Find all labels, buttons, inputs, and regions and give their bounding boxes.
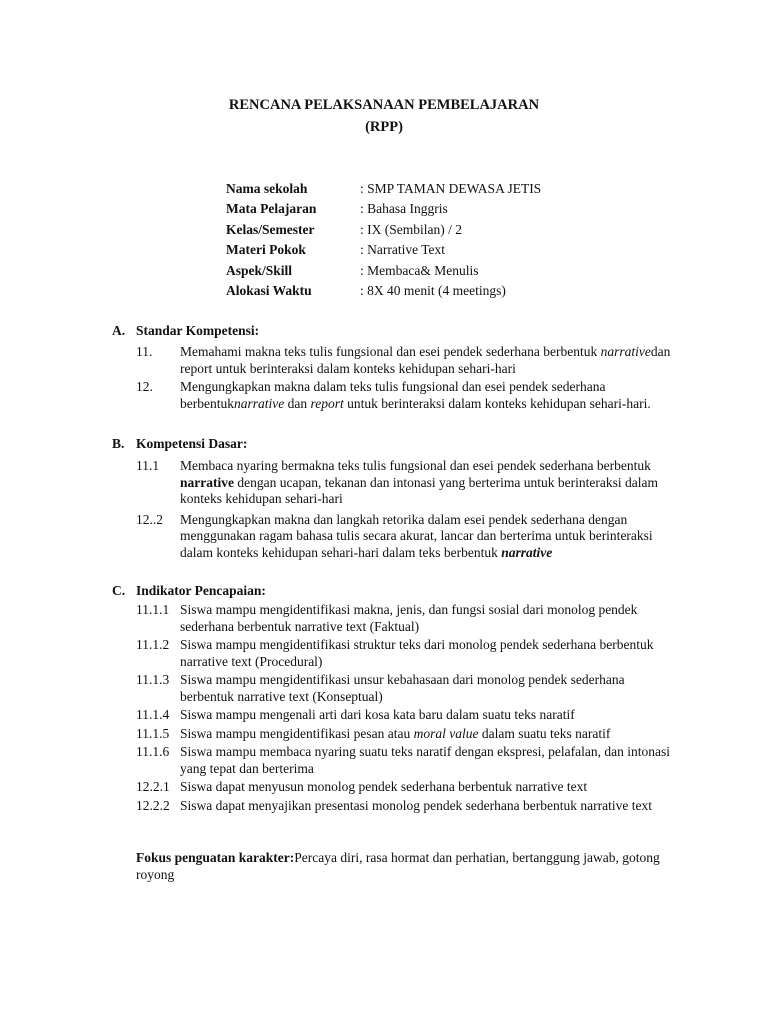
item-number: 12. (136, 379, 153, 394)
item-number: 11.1.5 (136, 725, 170, 741)
info-table (226, 181, 541, 303)
info-row-skill (226, 263, 541, 283)
list-item (112, 672, 682, 705)
list-item (112, 779, 682, 796)
item-number: 11.1.4 (136, 707, 170, 722)
item-text: Siswa dapat menyusun monolog pendek sederhana berbentuk narrative text (180, 779, 588, 794)
section-title: Standar Kompetensi: (136, 323, 260, 338)
item-text: Siswa mampu mengidentifikasi unsur kebahasaan dari monolog pendek sederhana berbentuk narrative text (Konseptual) (180, 672, 625, 704)
item-text: Siswa mampu mengidentifikasi makna, jenis, dan fungsi sosial dari monolog pendek sederhana berbentuk narrative text (Faktual) (180, 602, 638, 634)
text-run: dan (284, 395, 311, 411)
list-item (112, 602, 682, 635)
info-value: : SMP TAMAN DEWASA JETIS (360, 181, 542, 196)
text-run: dengan ucapan, tekanan dan intonasi yang berterima untuk berinteraksi dalam konteks kehidupan sehari-hari (180, 474, 658, 506)
info-label: Materi Pokok (226, 242, 306, 258)
focus-label: Fokus penguatan karakter: (136, 850, 295, 865)
info-value: : Membaca& Menulis (360, 262, 479, 278)
italic-term: narrative (233, 395, 285, 411)
section-heading (112, 323, 682, 340)
info-row-topic (226, 242, 541, 262)
document-title: RENCANA PELAKSANAAN PEMBELAJARAN (228, 97, 540, 113)
document-subtitle: (RPP) (365, 119, 403, 135)
section-indikator-pencapaian (112, 583, 682, 814)
info-value: : 8X 40 menit (4 meetings) (360, 282, 506, 298)
item-text: Siswa mampu membaca nyaring suatu teks naratif dengan ekspresi, pelafalan, dan intonasi yang tepat dan berterima (180, 744, 670, 776)
info-label: Kelas/Semester (226, 221, 315, 237)
text-run: Siswa mampu mengidentifikasi pesan atau (180, 725, 414, 741)
italic-term: narrative (600, 344, 651, 359)
section-title: Kompetensi Dasar: (136, 436, 248, 451)
text-run: dan report untuk berinteraksi dalam konteks kehidupan sehari-hari (180, 344, 671, 376)
item-number: 11. (136, 344, 153, 359)
section-heading (112, 583, 682, 600)
item-text (180, 458, 680, 508)
info-row-subject (226, 201, 541, 221)
info-value: : IX (Sembilan) / 2 (360, 221, 462, 237)
text-run: Membaca nyaring bermakna teks tulis fungsional dan esei pendek sederhana berbentuk (180, 458, 651, 473)
item-number: 11.1.6 (136, 744, 170, 759)
info-row-class (226, 222, 541, 242)
item-number: 11.1.2 (136, 637, 170, 652)
list-item (112, 798, 682, 815)
item-text: Siswa mampu mengidentifikasi struktur teks dari monolog pendek sederhana berbentuk narrative text (Procedural) (180, 637, 654, 669)
section-kompetensi-dasar (112, 436, 682, 561)
info-value: : Bahasa Inggris (360, 201, 448, 217)
text-run: untuk berinteraksi dalam konteks kehidupan sehari-hari. (343, 395, 651, 411)
focus-text: Percaya diri, rasa hormat dan perhatian, bertanggung jawab, gotong royong (136, 850, 660, 882)
info-value: : Narrative Text (360, 242, 446, 258)
text-run: Mengungkapkan makna dan langkah retorika dalam esei pendek sederhana dengan menggunakan ragam bahasa tulis secara akurat, lancar dan berterima untuk berinteraksi dalam konteks kehidupan sehari-hari dalam teks berbentuk (180, 511, 653, 560)
item-number: 12.2.2 (136, 797, 170, 813)
list-item (112, 344, 682, 377)
item-number: 12..2 (136, 511, 163, 527)
item-number: 11.1.3 (136, 672, 170, 687)
item-text: Siswa mampu mengenali arti dari kosa kata baru dalam suatu teks naratif (180, 707, 575, 722)
bold-italic-term: narrative (501, 544, 553, 560)
section-letter: C. (112, 583, 126, 598)
section-title: Indikator Pencapaian: (136, 583, 266, 598)
character-focus (136, 850, 676, 883)
bold-term: narrative (180, 474, 234, 490)
item-text (180, 726, 680, 743)
info-label: Alokasi Waktu (226, 282, 312, 298)
italic-term: report (310, 395, 344, 411)
item-number: 11.1.1 (136, 602, 170, 617)
text-run: dalam suatu teks naratif (478, 725, 611, 741)
text-run: Mengungkapkan makna dalam teks tulis fungsional dan esei pendek sederhana berbentuk (180, 379, 606, 411)
item-text: Siswa dapat menyajikan presentasi monolog pendek sederhana berbentuk narrative text (180, 797, 652, 813)
info-label: Mata Pelajaran (226, 201, 317, 217)
info-row-time (226, 283, 541, 303)
section-standar-kompetensi (112, 323, 682, 412)
text-run: Memahami makna teks tulis fungsional dan esei pendek sederhana berbentuk (180, 344, 601, 359)
section-letter: A. (112, 323, 126, 338)
list-item (112, 744, 682, 777)
italic-term: moral value (413, 725, 479, 741)
item-text (180, 344, 680, 377)
info-label: Aspek/Skill (226, 262, 293, 278)
list-item (112, 512, 682, 562)
item-number: 12.2.1 (136, 779, 170, 794)
item-number: 11.1 (136, 458, 160, 473)
item-text (180, 512, 680, 562)
list-item (112, 458, 682, 508)
info-row-school (226, 181, 541, 201)
section-heading (112, 436, 682, 453)
list-item (112, 379, 682, 412)
item-text (180, 379, 680, 412)
list-item (112, 726, 682, 743)
info-label: Nama sekolah (226, 181, 308, 196)
list-item (112, 707, 682, 724)
section-letter: B. (112, 436, 125, 451)
list-item (112, 637, 682, 670)
